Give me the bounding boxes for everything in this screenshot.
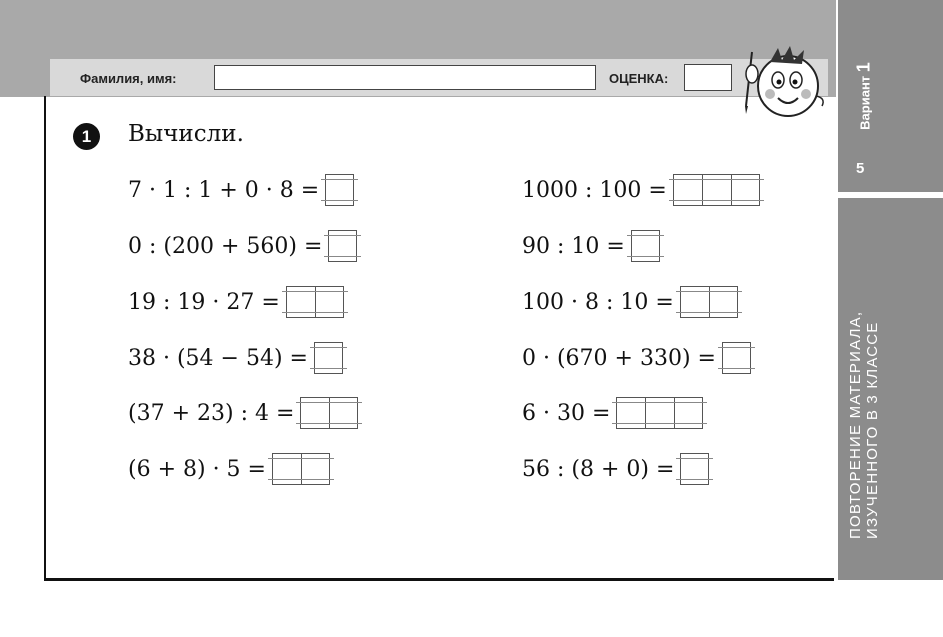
answer-cell[interactable] [631, 230, 660, 262]
answer-box[interactable] [631, 230, 660, 262]
grade-field[interactable] [684, 64, 732, 91]
exercise-row [128, 282, 344, 322]
grade-label: ОЦЕНКА: [609, 71, 669, 86]
answer-box[interactable] [325, 174, 354, 206]
answer-cell[interactable] [674, 397, 703, 429]
answer-box[interactable] [680, 286, 738, 318]
answer-box[interactable] [722, 342, 751, 374]
exercise-row [128, 170, 354, 210]
answer-cell[interactable] [680, 453, 709, 485]
page-number: 5 [856, 160, 865, 177]
exercise-row [128, 338, 343, 378]
section-title-line-2: ИЗУЧЕННОГО В 3 КЛАССЕ [864, 321, 881, 539]
exercise-row [522, 226, 660, 266]
exercise-expression: 90 : 10 = [522, 233, 625, 259]
exercise-row [522, 282, 738, 322]
answer-cell[interactable] [731, 174, 760, 206]
answer-box[interactable] [286, 286, 344, 318]
section-title [847, 239, 881, 539]
answer-cell[interactable] [301, 453, 330, 485]
variant-number: 1 [853, 62, 874, 73]
answer-cell[interactable] [328, 230, 357, 262]
section-title-line-1: ПОВТОРЕНИЕ МАТЕРИАЛА, [847, 310, 864, 539]
exercise-expression: 7 · 1 : 1 + 0 · 8 = [128, 177, 320, 203]
answer-box[interactable] [272, 453, 330, 485]
answer-box[interactable] [314, 342, 343, 374]
exercise-expression: 100 · 8 : 10 = [522, 289, 674, 315]
exercise-expression: (37 + 23) : 4 = [128, 400, 295, 426]
exercise-row [522, 449, 709, 489]
exercise-expression: 56 : (8 + 0) = [522, 456, 675, 482]
answer-cell[interactable] [329, 397, 358, 429]
exercise-expression: 6 · 30 = [522, 400, 611, 426]
exercise-row [522, 338, 751, 378]
answer-cell[interactable] [314, 342, 343, 374]
name-label: Фамилия, имя: [80, 71, 177, 86]
exercise-row [128, 226, 357, 266]
answer-cell[interactable] [722, 342, 751, 374]
name-field[interactable] [214, 65, 596, 90]
exercise-expression: 1000 : 100 = [522, 177, 667, 203]
variant-text: Вариант [857, 75, 873, 130]
answer-box[interactable] [680, 453, 709, 485]
answer-box[interactable] [616, 397, 703, 429]
answer-box[interactable] [300, 397, 358, 429]
exercise-expression: 0 · (670 + 330) = [522, 345, 716, 371]
exercise-row [522, 393, 703, 433]
answer-box[interactable] [328, 230, 357, 262]
exercise-row [128, 449, 330, 489]
answer-box[interactable] [673, 174, 760, 206]
exercise-expression: 0 : (200 + 560) = [128, 233, 323, 259]
answer-cell[interactable] [315, 286, 344, 318]
exercise-expression: (6 + 8) · 5 = [128, 456, 266, 482]
exercise-expression: 19 : 19 · 27 = [128, 289, 280, 315]
answer-cell[interactable] [709, 286, 738, 318]
answer-cell[interactable] [325, 174, 354, 206]
exercise-row [522, 170, 760, 210]
exercise-expression: 38 · (54 − 54) = [128, 345, 308, 371]
task-title: Вычисли. [128, 121, 244, 147]
variant-label [854, 46, 875, 146]
task-number-badge: 1 [73, 123, 100, 150]
exercise-row [128, 393, 358, 433]
